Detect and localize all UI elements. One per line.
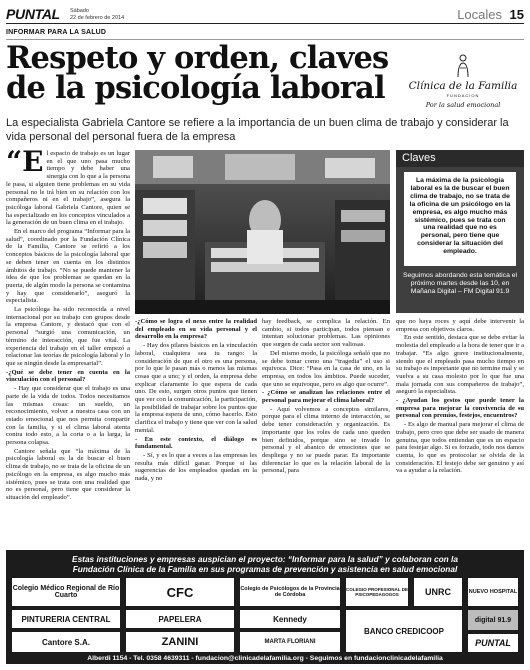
sponsors-title-line-1: Estas instituciones y empresas auspician el proyecto: “Informar para la salud” y colaboran con la	[72, 554, 458, 564]
sponsors-title-line-2: Fundación Clínica de la Familia en sus programas de prevención y asistencia en salud emocional	[72, 564, 458, 574]
sponsor-logo-cfc: CFC	[126, 578, 234, 606]
body-paragraph: En el marco del programa “Informar para la salud”, coordinado por la Fundación Clínica de la Familia, Cantore se refirió a los conceptos básicos de la psicología laboral que se deben tener en cuenta en los distintos ámbitos de trabajo. “No se puede mantener la idea de que los problemas se quedan en la puerta, de algún modo la persona se contamina y hay que considerarlo”, aseguró la especialista.	[6, 228, 130, 305]
interview-question: - ¿Ayudan los gestos que puede tener la empresa para mejorar la convivencia de su personal con premios, festejos, encuentros?	[396, 397, 524, 420]
sponsor-logo-zanini: ZANINI	[126, 632, 234, 652]
dateline-day: Sábado	[70, 8, 89, 14]
body-paragraph: - Es algo de manual para mejorar el clima de trabajo, pero creo que debe ser usado de manera genuina, que todos entiendan que es un espacio para festejar algo. Si es forzado, todo nos damos cuenta, lo que es protocolar se olvida de la consideración. El festejo debe ser genuino y así va a ayudar a la relación.	[396, 421, 524, 475]
sponsor-logo-floriani: MARTA FLORIANI	[240, 632, 340, 652]
drop-cap: “E	[6, 150, 44, 178]
article-column-2	[135, 318, 257, 548]
lead-text: l espacio de trabajo es un lugar en el que uno pasa mucho tiempo y debe haber una sinergia con lo que a la persona le pasa, si alguien tiene problemas en su vida personal no le irá bien en su relación con los compañeros ni en el trabajo”, asegura la psicóloga laboral Gabriela Cantore, quien se ha especializado en los conceptos vinculados a la generación de un buen clima en el trabajo.	[6, 150, 130, 227]
workplace-photo	[135, 150, 390, 314]
masthead	[6, 6, 524, 24]
sponsors-panel	[6, 550, 524, 664]
sponsor-logo-pintureria: PINTURERIA CENTRAL	[12, 610, 120, 628]
interview-question: -¿Qué se debe tener en cuenta en la vinculación con el personal?	[6, 368, 130, 384]
sponsors-footer: Alberdi 1154 - Tel. 0358 4639311 - fundacion@clinicadelafamilia.org - Seguimos en fundacionclinicadelafamilia	[87, 655, 443, 662]
body-paragraph: - Sí, y es lo que a veces a las empresas les resulta más difícil ganar. Porque si las sugerencias de los empleados quedan en la nada, y no	[135, 451, 257, 483]
sponsors-title	[6, 554, 524, 574]
body-paragraph: Del mismo modo, la psicóloga señaló que no se debe tomar como una “tragedia” el uso si equivoca. Dice: “Pasa en la casa de uno, en la empresa, en todos los ámbitos. Puede suceder, que uno se equivoque, pero es algo que ocurre”.	[262, 349, 390, 388]
body-paragraph: Cantore señala que “la máxima de la psicología laboral es la de buscar el buen clima de trabajo, no se trata de la oficina de un psicólogo en la empresa, es algo mucho más sistémico, pues se trata con una realidad que no es personal, pero tiene que considerar la situación del empleado”.	[6, 447, 130, 501]
claves-note: Seguimos abordando esta temática el próximo martes desde las 10, en Mañana Digital – FM Digital 91.9	[402, 272, 518, 295]
sponsor-logo-psicologos: Colegio de Psicólogos de la Provincia de Córdoba	[240, 578, 340, 606]
section-kicker: INFORMAR PARA LA SALUD	[6, 29, 107, 36]
foundation-brand	[402, 54, 524, 109]
body-paragraph: hay feedback, se complica la relación. En cambio, si todos participan, todos piensan e intentan solucionar problemas. Las opiniones que surgen de cada sector son valiosas.	[262, 318, 390, 349]
lead-paragraph	[6, 150, 130, 227]
newspaper-logo: PUNTAL	[6, 6, 60, 22]
article-column-1	[6, 150, 130, 548]
body-paragraph: La psicóloga ha sido reconocida a nivel internacional por su trabajo con grupos desde la empresa Cantore, y destacó que con el personal “surgió una comunicación, un término de interacción, que fue vital. La experiencia del trabajo en el taller empezó a relacionar las teorías de psicología laboral y lo que se ningún desde la empresarial”.	[6, 306, 130, 367]
article-photo	[135, 150, 390, 314]
claves-quote: La máxima de la psicología laboral es la de buscar el buen clima de trabajo, no se trata de la oficina de un psicólogo en la empresa, es algo mucho más sistémico, pues se trata con una realidad que no es personal, pero tiene que considerar la situación del empleado.	[404, 172, 516, 266]
sponsor-logo-kennedy: Kennedy	[240, 610, 340, 628]
body-paragraph: - Hay que considerar que el trabajo es una parte de la vida de todos. Todos necesitamos las mismas cosas: un sueldo, un reconocimiento, volver a nuestra casa con un estado emocional que nos permita compartir con la familia, y si el clima laboral atenta contra todo esto, a la corta o a la larga, la persona colapsa.	[6, 385, 130, 447]
sponsor-logo-cantore: Cantore S.A.	[12, 632, 120, 652]
brand-name: Clínica de la Familia	[408, 80, 518, 92]
sponsor-logo-puntal: PUNTAL	[468, 634, 518, 652]
claves-sidebar	[396, 150, 524, 313]
sponsor-logo-digital: digital 91.9	[468, 610, 518, 630]
body-paragraph: que no haya roces y aquí debe intervenir la empresa con objetivos claros.	[396, 318, 524, 333]
sponsor-logo-papelera: PAPELERA	[126, 610, 234, 628]
sponsor-logo-unrc: UNRC	[414, 578, 462, 606]
interview-question: - ¿Cómo se analizan las relaciones entre el personal para mejorar el clima laboral?	[262, 389, 390, 405]
body-paragraph: - Hay dos pilares básicos en la vinculación laboral, cualquiera sea tu rango: la consideración de que el otro es una persona, por lo que le pasan más o menos las mismas cosas que a uno; y el orden, la empresa debe explicar claramente lo que espera de cada uno. De esto, surgen otros puntos que tienen que ver con la comunicación, la participación, la posibilidad de trabajar sobre los puntos que la empresa espera de uno, cómo hacerlo. Esto clarifica el trabajo y tiene que ver con la salud mental.	[135, 342, 257, 434]
article-column-3	[262, 318, 390, 548]
dateline	[70, 8, 124, 21]
dateline-date: 22 de febrero de 2014	[70, 14, 125, 21]
section-name: Locales	[457, 7, 502, 22]
family-figure-icon	[455, 54, 471, 78]
sponsor-logo-psicopedagogos: COLEGIO PROFESIONAL DE PSICOPEDAGOGOS	[346, 578, 408, 606]
article-column-4	[396, 318, 524, 548]
brand-tagline: Por la salud emocional	[425, 101, 501, 109]
brand-subtitle: FUNDACION	[446, 93, 480, 98]
sponsor-logo-credicoop: BANCO CREDICOOP	[346, 610, 462, 652]
page-number: 15	[509, 7, 524, 22]
interview-question: -¿Cómo se logra el nexo entre la realidad del empleado en su vida personal y el desarrollo en la empresa?	[135, 318, 257, 341]
interview-question: - En este contexto, el diálogo es fundamental.	[135, 435, 257, 451]
body-paragraph: - Aquí volvemos a conceptos similares, porque para el clima interno de interacción, se debe tener consideración y organización. Es importante que los roles de cada uno queden bien definidos, porque sino se invade lo personal y el abanico de emociones que se despliega y no se puede parar. Es importante diferenciar lo que es la relación laboral de la personal, para	[262, 405, 390, 475]
sponsor-logo-hospital: NUEVO HOSPITAL	[468, 578, 518, 606]
headline: Respeto y orden, claves de la psicología laboral	[6, 40, 389, 106]
subheadline: La especialista Gabriela Cantore se refiere a la importancia de un buen clima de trabajo y considerar la vida personal del personal fuera de la empresa	[6, 117, 509, 143]
body-paragraph: En este sentido, destaca que se debe evitar la molestia del empleado a la hora de tener que ir a trabajar. “Es algo grave institucionalmente, siendo que el empleado pasa mucho tiempo en su trabajo es importante que no termine mal y se vuelva a su casa molesto por lo que fue una mala jornada con sus compañeros de trabajo”, aseguró la especialista.	[396, 334, 524, 396]
sponsor-logo-medicos: Colegio Médico Regional de Río Cuarto	[12, 578, 120, 606]
claves-title: Claves	[396, 150, 524, 167]
